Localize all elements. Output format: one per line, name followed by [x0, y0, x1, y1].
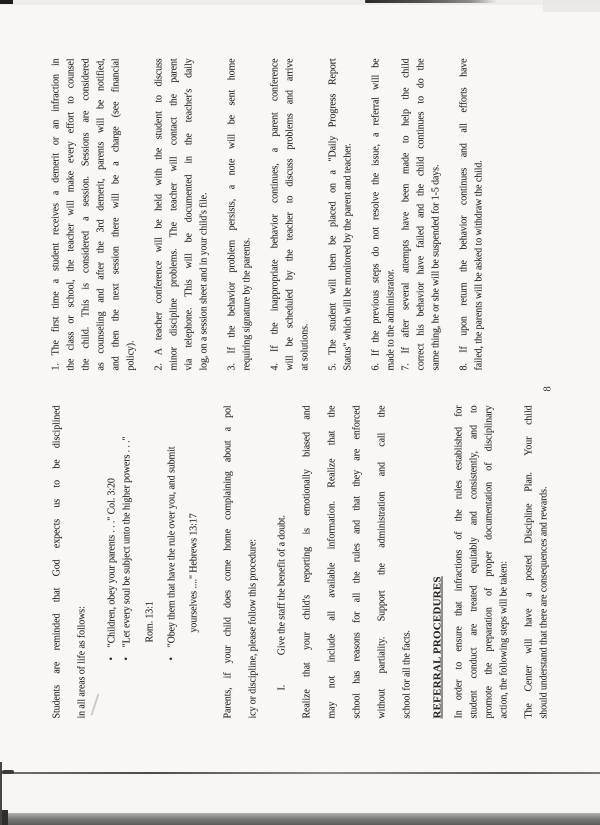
text-line: The Center will have a posted Discipline Plan. Your child [523, 405, 534, 718]
text-line: icy or discipline, please follow this procedure: [247, 538, 258, 718]
page-number: 8 [542, 385, 553, 391]
scan-top-corner-shade [543, 0, 600, 12]
text-line: 8. If upon return the behavior continues and all efforts have [458, 58, 469, 370]
text-line: 6. If the previous steps do not resolve the issue, a referral will be [370, 58, 381, 370]
text-line: failed, the parents will be asked to withdraw the child. [473, 159, 484, 370]
text-line: Students are reminded that God expects us to be disciplined [51, 405, 62, 718]
text-line: minor discipline problems. The teacher will contact the parent [168, 58, 179, 370]
text-line: Parents, if your child does come home complaining about a pol [222, 405, 233, 718]
text-line: 4. If the inappropriate behavior continues, a parent conference [269, 58, 280, 370]
scan-top-edge-shade [0, 0, 600, 5]
text-line: • "Children, obey your parents . . ." Col. 3:20 [106, 477, 117, 660]
text-line: policy). [125, 340, 136, 370]
text-line: as counseling and after the 3rd demerit, parents will be notified, [95, 58, 106, 370]
text-line: in all areas of life as follows: [76, 605, 87, 718]
text-line: 7. If after several attempts have been made to help the child [400, 58, 411, 370]
text-line: 2. A teacher conference will be held with the student to discuss [153, 58, 164, 370]
text-line: the class or school, the teacher will make every effort to counsel [65, 58, 76, 370]
scanner-bed-strip [0, 813, 600, 825]
text-line: school has reasons for all the rules and that they are enforced [351, 405, 362, 718]
text-line: may not include all available information. Realize that the [326, 405, 337, 718]
text-line: 3. If the behavior problem persists, a note will be sent home [226, 58, 237, 370]
text-line: school for all the facts. [401, 629, 412, 718]
text-line: and then the next session there will be a charge (see financial [110, 58, 121, 370]
text-line: • "Obey them that have the rule over you, and submit [166, 446, 177, 660]
left-page-body [44, 405, 419, 718]
underlying-sheet [0, 774, 600, 813]
text-line: should understand that there are consequences and rewards. [538, 486, 549, 718]
scan-mark-top-right [365, 0, 497, 3]
scan-mark-top-left [0, 0, 13, 4]
text-line: Status" which will be monitored by the parent and teacher. [342, 142, 353, 370]
referral-procedures-body [451, 405, 551, 718]
text-line: action, the following steps will be taken: [498, 560, 509, 718]
paper-edge-blob [2, 770, 14, 774]
text-line: Rom. 13:1 [144, 600, 155, 642]
scan-mark-left-edge [0, 762, 2, 825]
text-line: without partiality. Support the administration and call the [376, 405, 387, 718]
left-page [44, 405, 551, 718]
text-line: at solutions. [299, 323, 310, 370]
text-line: promote the preparation of proper documentation of disciplinary [483, 405, 494, 718]
text-line: Realize that your child's reporting is emotionally biased and [301, 405, 312, 718]
right-page [48, 58, 486, 370]
text-line: via telephone. This will be documented in the teacher's daily [183, 58, 194, 370]
paper-edge-line [0, 772, 600, 774]
text-line: made to the administrator. [385, 268, 396, 370]
text-line: will be scheduled by the teacher to discuss problems and arrive [284, 58, 295, 370]
text-line: yourselves ...." Hebrews 13:17 [188, 512, 199, 632]
text-line: 1. The first time a student receives a demerit or an infraction in [50, 58, 61, 370]
text-line: • "Let every soul be subject unto the higher powers . . ." [121, 436, 132, 660]
text-line: requiring signature by the parents. [241, 237, 252, 370]
text-line: 5. The student will then be placed on a "Daily Progress Report [327, 58, 338, 370]
text-line: correct his behavior have failed and the child continues to do the [415, 58, 426, 370]
text-line: the child. This is considered a session. Sessions are considered [80, 58, 91, 370]
text-line: same thing, he or she will be suspended for 1-5 days. [430, 164, 441, 370]
text-line: student conduct are treated equitably and consistently, and to [468, 405, 479, 718]
text-line: In order to ensure that infractions of the rules established for [453, 405, 464, 718]
text-line: I. Give the staff the benefit of a doubt. [276, 514, 287, 690]
section-heading-referral-procedures: REFERRAL PROCEDURES [431, 575, 443, 718]
text-line: log, on a session sheet and in your child's file. [198, 192, 209, 370]
